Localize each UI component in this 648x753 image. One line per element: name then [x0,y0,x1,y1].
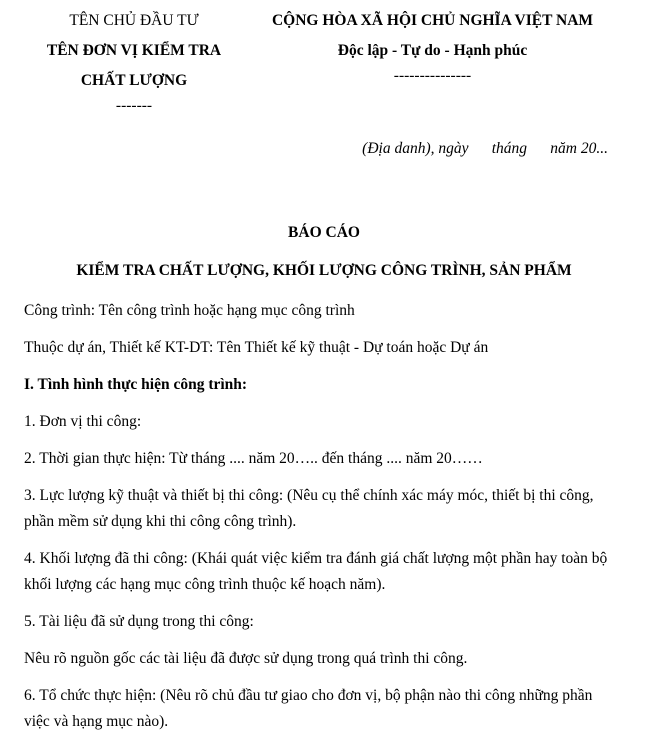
document-header [0,0,648,120]
report-subtitle: KIỂM TRA CHẤT LƯỢNG, KHỐI LƯỢNG CÔNG TRÌNH, SẢN PHẨM [76,262,572,279]
place-and-date: (Địa danh), ngày tháng năm 20... [362,140,608,157]
motto-separator: --------------- [393,67,472,84]
item-technical-resources: 3. Lực lượng kỹ thuật và thiết bị thi công: (Nêu cụ thể chính xác máy móc, thiết bị thi công, phần mềm sử dụng khi thi công công trình). [24,487,594,530]
country-name: CỘNG HÒA XÃ HỘI CHỦ NGHĨA VIỆT NAM [271,12,594,29]
report-title: BÁO CÁO [288,224,360,241]
investor-name: TÊN CHỦ ĐẦU TƯ [69,12,199,29]
item-contractor: 1. Đơn vị thi công: [24,413,142,430]
item-duration: 2. Thời gian thực hiện: Từ tháng .... năm 20….. đến tháng .... năm 20…… [24,450,483,467]
section-heading-1: I. Tình hình thực hiện công trình: [24,376,248,393]
motto: Độc lập - Tự do - Hạnh phúc [337,42,528,59]
inspection-unit-name-line2: CHẤT LƯỢNG [80,72,188,89]
item-work-volume: 4. Khối lượng đã thi công: (Khái quát việc kiểm tra đánh giá chất lượng một phần hay toàn bộ khối lượng các hạng mục công trình thuộc kế hoạch năm). [24,550,608,593]
issuer-separator: ------- [115,97,153,114]
inspection-unit-name-line1: TÊN ĐƠN VỊ KIỂM TRA [46,42,222,59]
item-organization: 6. Tổ chức thực hiện: (Nêu rõ chủ đầu tư giao cho đơn vị, bộ phận nào thi công những phần việc và hạng mục nào). [24,687,593,730]
design-line: Thuộc dự án, Thiết kế KT-DT: Tên Thiết kế kỹ thuật - Dự toán hoặc Dự án [24,339,489,356]
report-body [24,298,620,746]
national-motto-block [250,6,615,86]
item-documents: 5. Tài liệu đã sử dụng trong thi công: [24,613,254,630]
project-line: Công trình: Tên công trình hoặc hạng mục công trình [24,302,355,319]
issuer-block [18,6,250,116]
documents-note: Nêu rõ nguồn gốc các tài liệu đã được sử dụng trong quá trình thi công. [24,650,468,667]
